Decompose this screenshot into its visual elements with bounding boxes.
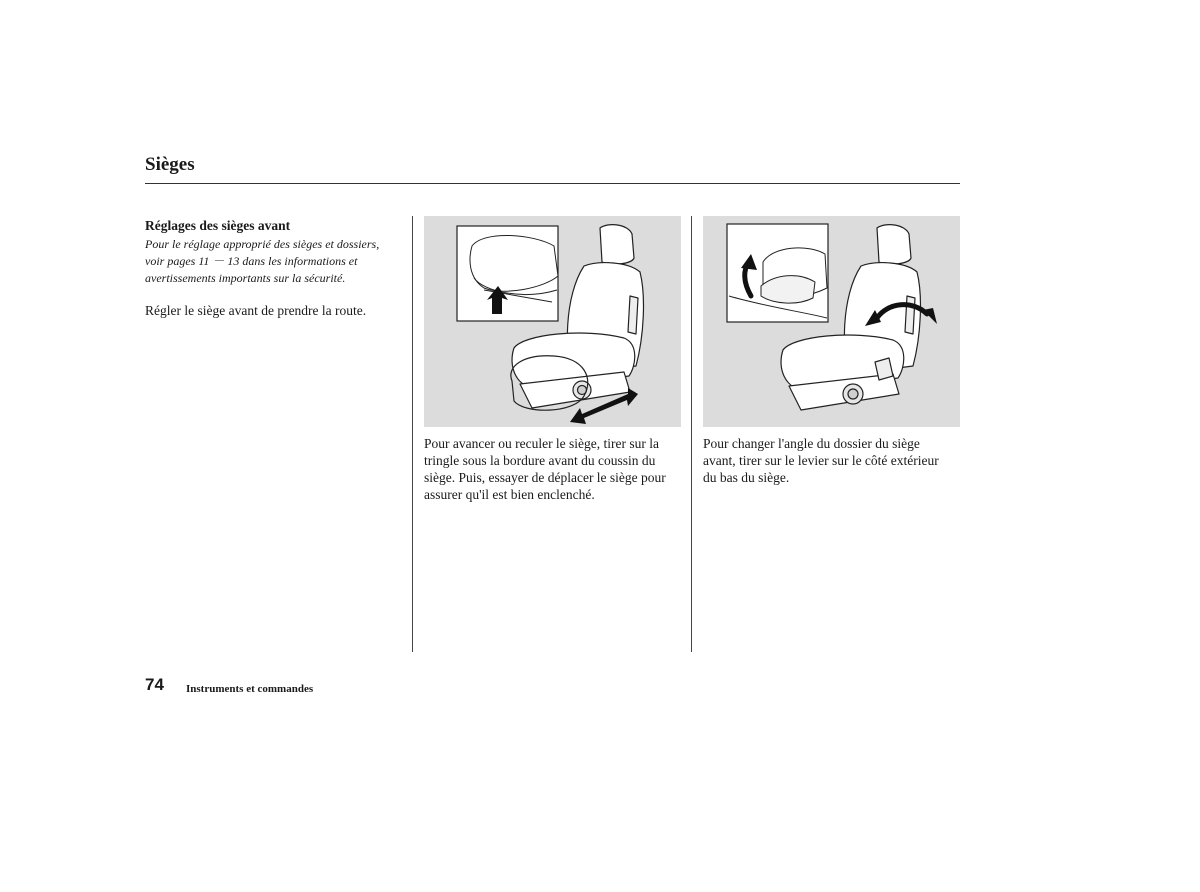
caption-line: Pour avancer ou reculer le siège, tirer sur la [424, 436, 660, 451]
caption-line: Pour changer l'angle du dossier du siège [703, 436, 920, 451]
safety-note [145, 236, 407, 287]
caption-line: du bas du siège. [703, 470, 790, 485]
seat-slide-icon [424, 216, 681, 427]
column-divider-right [691, 216, 692, 652]
footer-section-name: Instruments et commandes [186, 683, 314, 695]
note-line: voir pages 11 － 13 dans les informations et [145, 254, 358, 268]
section-heading: Réglages des sièges avant [145, 218, 291, 233]
slide-caption [424, 435, 686, 503]
seatback-recline-icon [703, 216, 960, 427]
column-divider-left [412, 216, 413, 652]
caption-line: siège. Puis, essayer de déplacer le siège pour [424, 470, 666, 485]
caption-line: assurer qu'il est bien enclenché. [424, 487, 595, 502]
caption-line: avant, tirer sur le levier sur le côté extérieur [703, 453, 939, 468]
seatback-recline-illustration [703, 216, 960, 427]
note-line: avertissements importants sur la sécurité. [145, 271, 346, 285]
note-line: Pour le réglage approprié des sièges et dossiers, [145, 237, 380, 251]
page-title: Sièges [145, 154, 195, 175]
caption-line: tringle sous la bordure avant du coussin du [424, 453, 656, 468]
recline-caption [703, 435, 965, 486]
header-rule [145, 183, 960, 184]
seat-slide-illustration [424, 216, 681, 427]
intro-paragraph: Régler le siège avant de prendre la route. [145, 303, 367, 318]
page-number: 74 [145, 675, 164, 694]
